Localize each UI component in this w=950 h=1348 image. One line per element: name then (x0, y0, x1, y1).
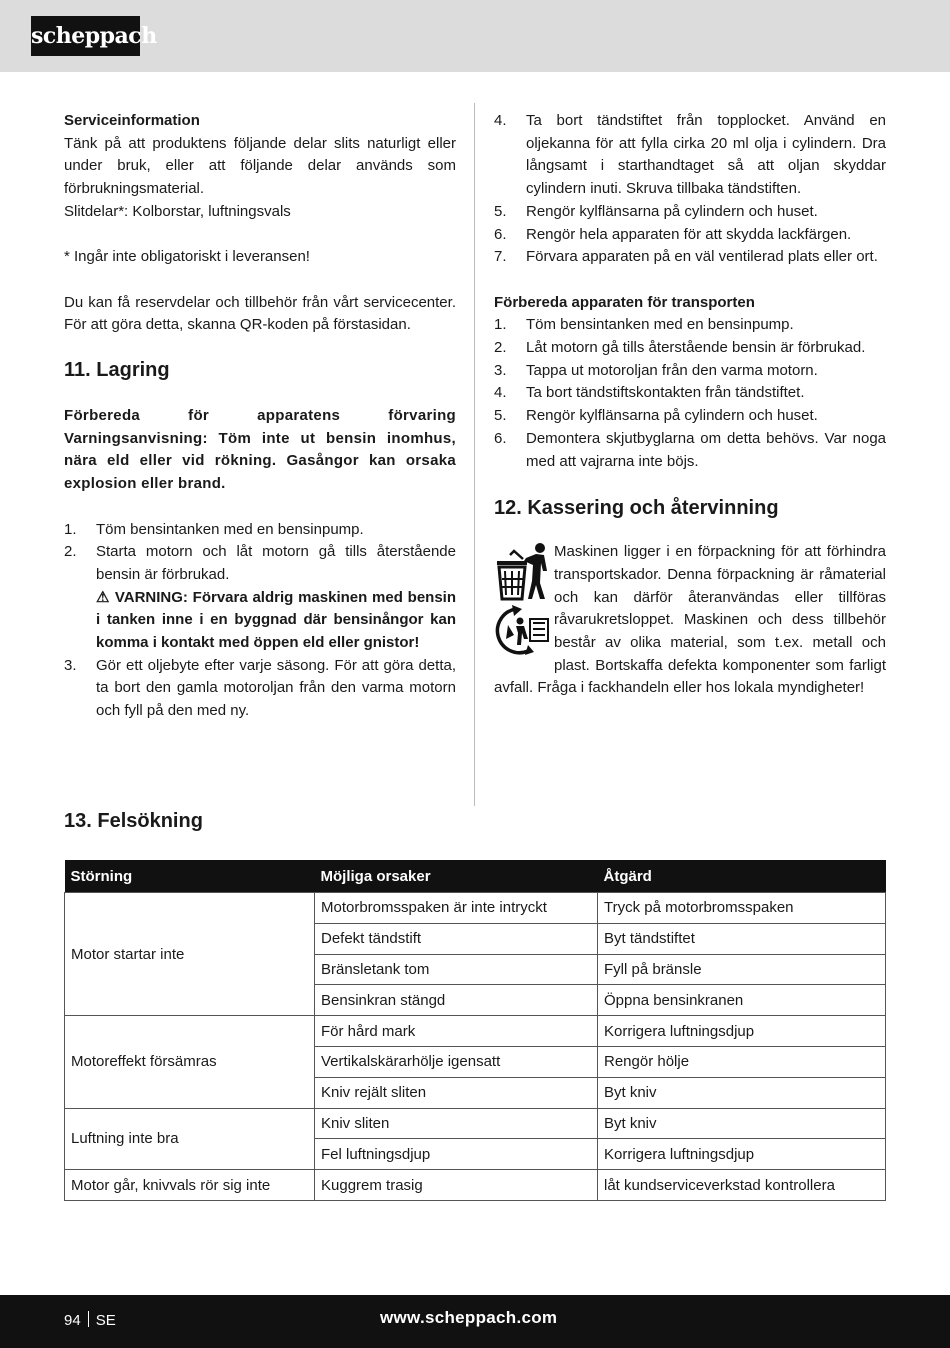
disposal-text: Maskinen ligger i en förpackning för att förhindra transportskador. Denna förpackning är råmaterial och kan därför återanvändas eller tillföras råvarukretsloppet. Maskinen och dess tillbehör består av olika material, som t.ex. metall och plast. Bortskaffa defekta komponenter som farligt avfall. Fråga i fackhandeln eller hos lokala myndigheter! (494, 543, 886, 697)
list-item: 5. Rengör kylflänsarna på cylindern och huset. (494, 407, 818, 425)
remedy-cell: Rengör hölje (598, 1046, 886, 1077)
website-link[interactable]: www.scheppach.com (380, 1308, 558, 1327)
recycling-icon (494, 605, 552, 657)
header-bar (0, 0, 950, 72)
cause-cell: Kniv sliten (315, 1108, 598, 1139)
storage-steps-continued (494, 110, 886, 269)
remedy-cell: Byt kniv (598, 1077, 886, 1108)
table-header-row (65, 860, 886, 893)
cause-cell: Defekt tändstift (315, 923, 598, 954)
remedy-cell: Öppna bensinkranen (598, 985, 886, 1016)
remedy-cell: Byt kniv (598, 1108, 886, 1139)
header-remedy: Åtgärd (598, 860, 886, 893)
list-item: 3. Gör ett oljebyte efter varje säsong. För att göra detta, ta bort den gamla motoroljan från den varma motorn och fyll på den med ny. (64, 656, 456, 720)
section-12-title: 12. Kassering och återvinning (494, 497, 779, 520)
remedy-cell: Korrigera luftningsdjup (598, 1139, 886, 1170)
cause-cell: Bensinkran stängd (315, 985, 598, 1016)
fault-cell: Motor går, knivvals rör sig inte (65, 1170, 315, 1201)
cause-cell: Kuggrem trasig (315, 1170, 598, 1201)
header-fault: Störning (65, 860, 315, 893)
left-column (64, 110, 456, 723)
trash-bin-icon (494, 541, 552, 601)
list-item: 3. Tappa ut motoroljan från den varma motorn. (494, 361, 818, 379)
troubleshooting-table (64, 860, 886, 1201)
list-item: 1. Töm bensintanken med en bensinpump. (64, 520, 364, 538)
header-causes: Möjliga orsaker (315, 860, 598, 893)
list-item: 1. Töm bensintanken med en bensinpump. (494, 316, 794, 334)
disposal-icons (494, 541, 554, 657)
table-row (65, 1170, 886, 1201)
spare-parts-text: Du kan få reservdelar och tillbehör från vårt servicecenter. För att göra detta, skanna QR-koden på förstasidan. (64, 293, 456, 334)
section-11-title: 11. Lagring (64, 359, 170, 381)
list-item: 2. Låt motorn gå tills återstående bensin är förbrukad. (494, 339, 866, 357)
cause-cell: För hård mark (315, 1016, 598, 1047)
page-number: 94 SE (64, 1312, 116, 1329)
remedy-cell: Tryck på motorbromsspaken (598, 893, 886, 924)
list-item: 2. Starta motorn och låt motorn gå tills återstående bensin är förbrukad. ⚠ VARNING: Förvara aldrig maskinen med bensin i tanken inne i en byggnad där bensinångor kan komma i kontakt med öppen eld eller gnistor! (64, 543, 457, 652)
table-row (65, 1108, 886, 1139)
table-row (65, 1016, 886, 1047)
warning-text: ⚠ VARNING: Förvara aldrig maskinen med bensin i tanken inne i en byggnad där bensinångor kan komma i kontakt med öppen eld eller gnistor! (96, 588, 457, 652)
fault-cell: Luftning inte bra (65, 1108, 315, 1170)
list-item: 6. Rengör hela apparaten för att skydda lackfärgen. (494, 225, 852, 243)
cause-cell: Fel luftningsdjup (315, 1139, 598, 1170)
remedy-cell: låt kundserviceverkstad kontrollera (598, 1170, 886, 1201)
cause-cell: Bränsletank tom (315, 954, 598, 985)
list-item: 7. Förvara apparaten på en väl ventilerad plats eller ort. (494, 248, 878, 266)
warning-icon: ⚠ (96, 588, 111, 606)
service-title: Serviceinformation (64, 112, 200, 129)
remedy-cell: Korrigera luftningsdjup (598, 1016, 886, 1047)
footnote: * Ingår inte obligatoriskt i leveransen! (64, 248, 310, 266)
column-divider (474, 103, 475, 806)
wear-parts: Slitdelar*: Kolborstar, luftningsvals (64, 202, 291, 220)
fault-cell: Motor startar inte (65, 893, 315, 1016)
storage-steps (64, 519, 456, 723)
transport-title: Förbereda apparaten för transporten (494, 293, 755, 311)
brand-logo: scheppach (31, 16, 140, 56)
remedy-cell: Byt tändstiftet (598, 923, 886, 954)
cause-cell: Vertikalskärarhölje igensatt (315, 1046, 598, 1077)
right-column (494, 110, 886, 700)
footer-bar (0, 1295, 950, 1348)
cause-cell: Motorbromsspaken är inte intryckt (315, 893, 598, 924)
list-item: 4. Ta bort tändstiftet från topplocket. Använd en oljekanna för att fylla cirka 20 ml olja i cylindern. Dra långsamt i starthandtaget så att oljan skyddar cylindern inuti. Skruva tillbaka tändstiften. (494, 112, 886, 198)
transport-steps (494, 314, 886, 473)
section-13-title: 13. Felsökning (64, 810, 203, 832)
storage-warning: Förbereda för apparatens förvaring Varningsanvisning: Töm inte ut bensin inomhus, nära eld eller vid rökning. Gasångor kan orsaka explosion eller brand. (64, 407, 456, 493)
list-item: 6. Demontera skjutbyglarna om detta behövs. Var noga med att vajrarna inte böjs. (494, 429, 886, 470)
service-body: Tänk på att produktens följande delar slits naturligt eller under bruk, eller att följande delar används som förbrukningsmaterial. (64, 134, 456, 198)
list-item: 5. Rengör kylflänsarna på cylindern och huset. (494, 202, 818, 220)
list-item: 4. Ta bort tändstiftskontakten från tändstiftet. (494, 384, 805, 402)
fault-cell: Motoreffekt försämras (65, 1016, 315, 1108)
remedy-cell: Fyll på bränsle (598, 954, 886, 985)
table-row (65, 893, 886, 924)
cause-cell: Kniv rejält sliten (315, 1077, 598, 1108)
